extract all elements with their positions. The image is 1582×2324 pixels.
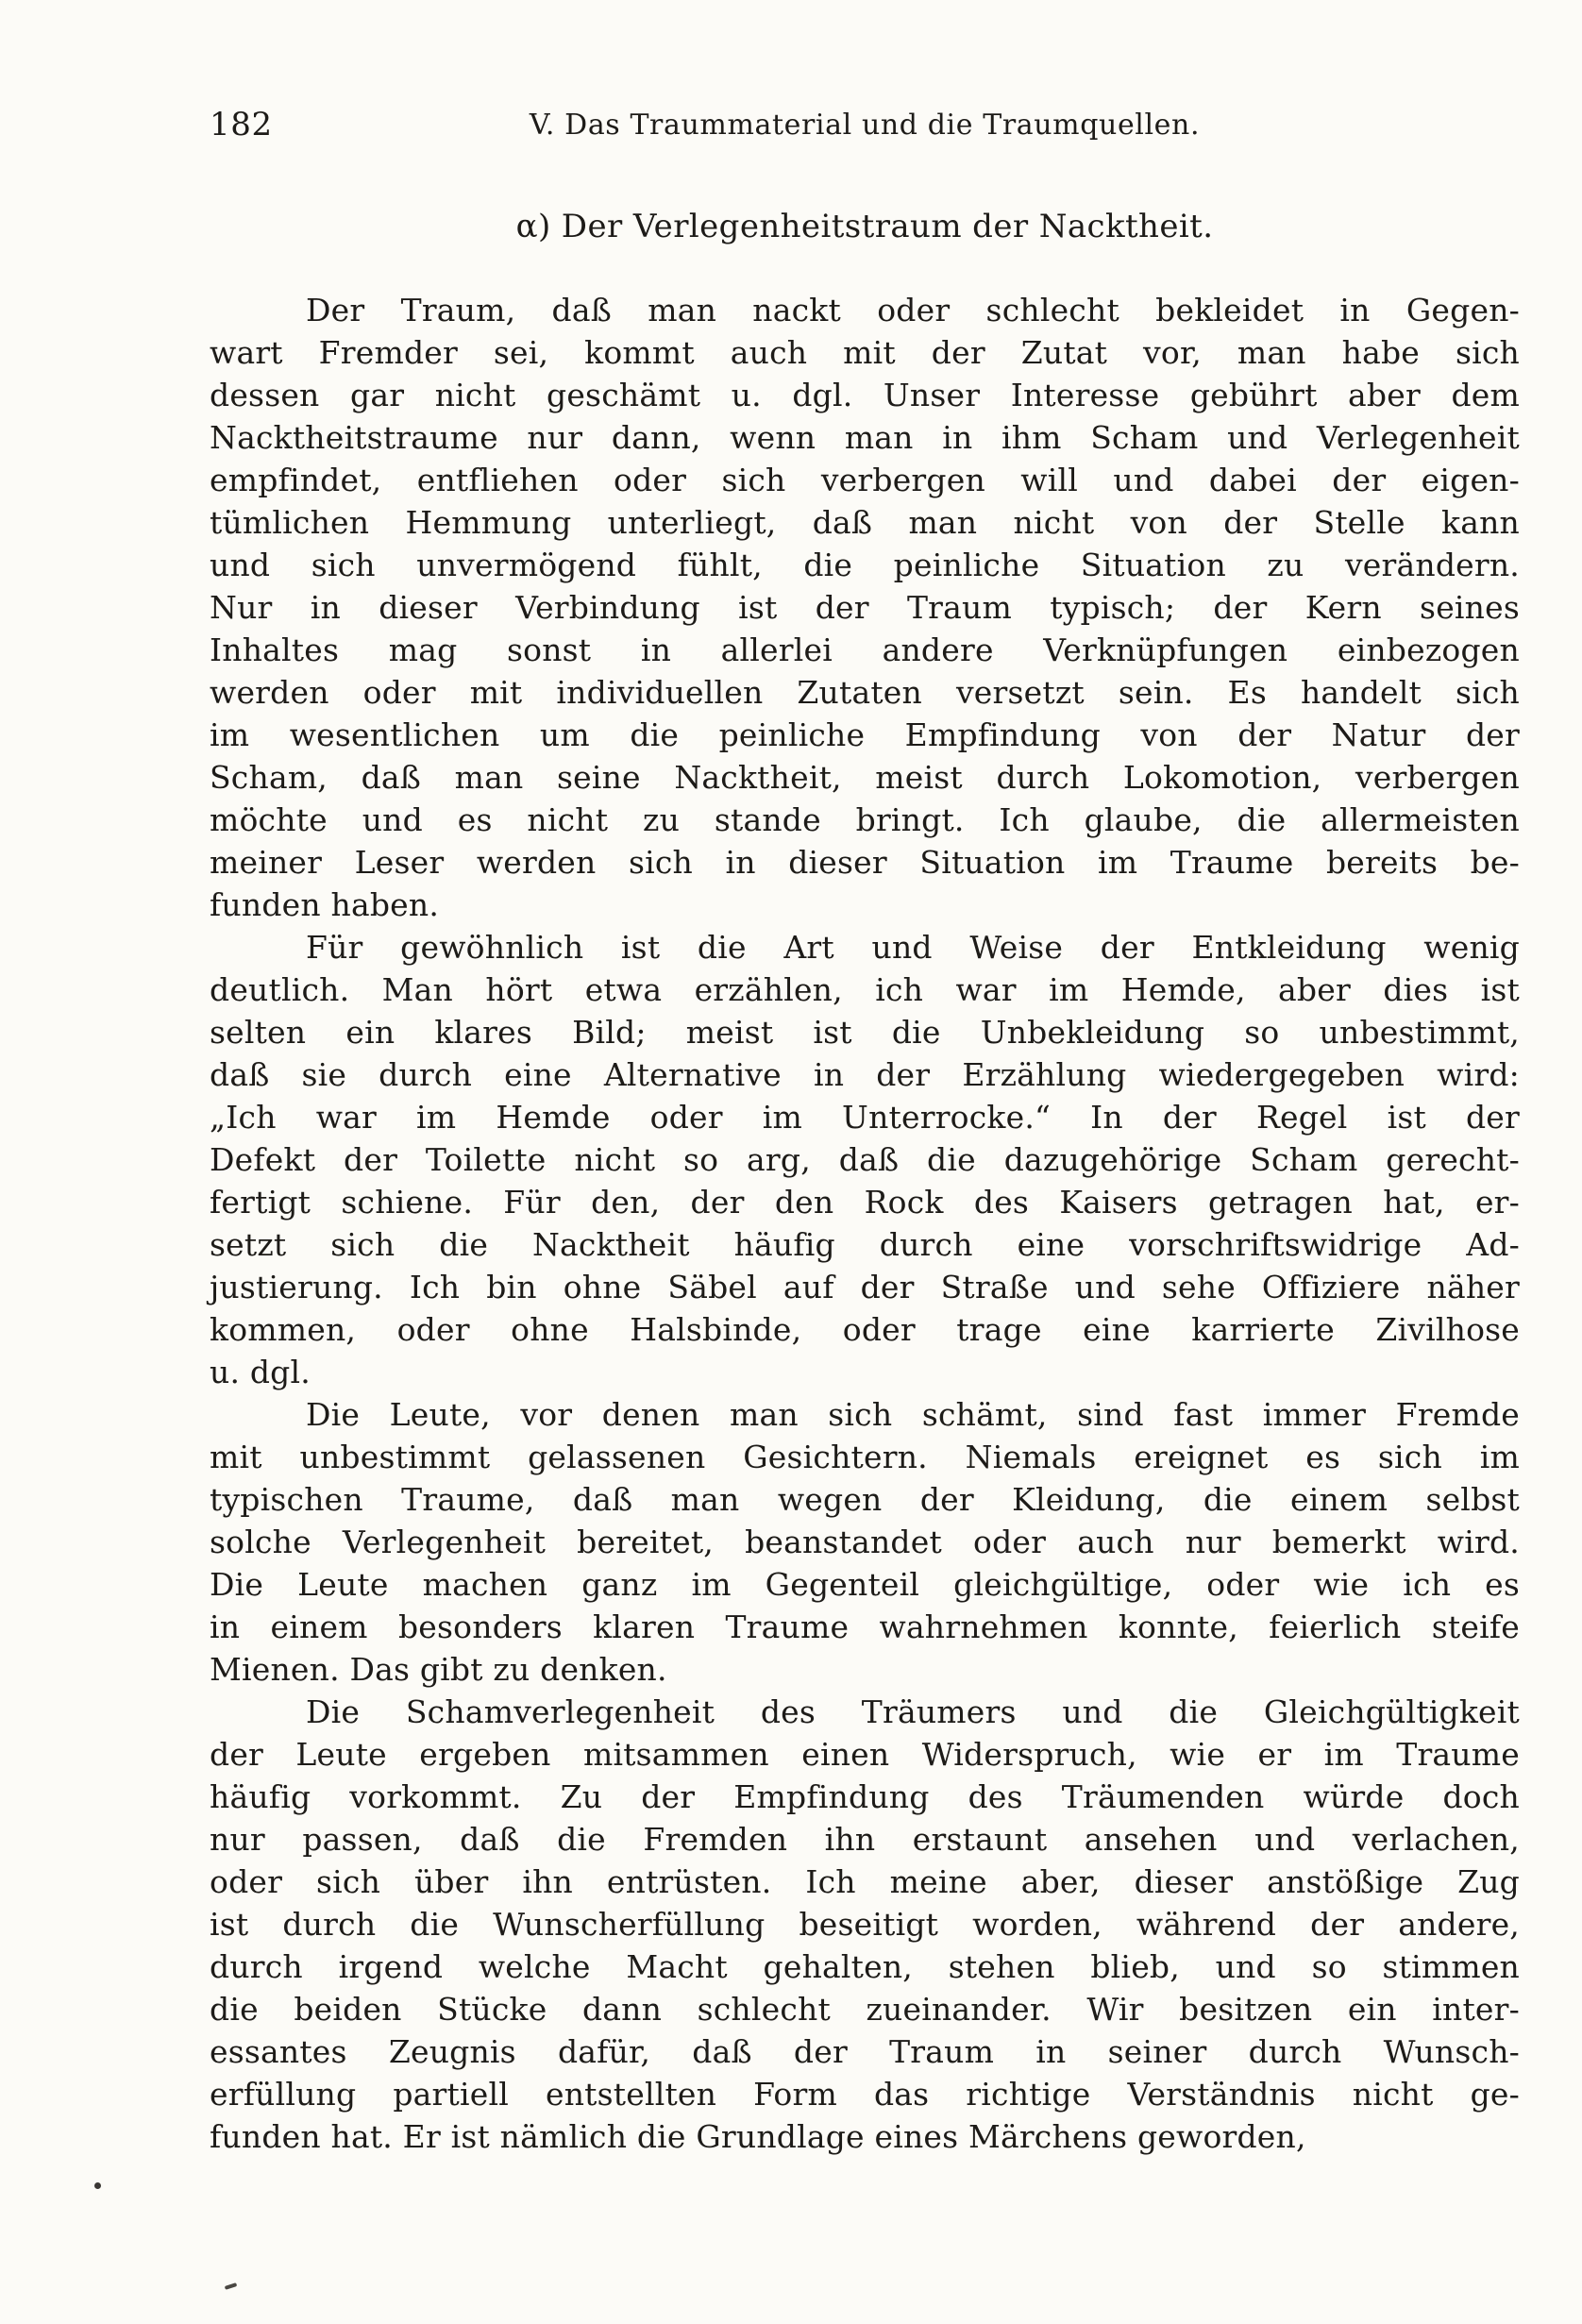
- text-line: ist durch die Wunscherfüllung beseitigt worden, während der andere,: [210, 1906, 1520, 1943]
- page-number: 182: [210, 106, 273, 143]
- text-line: deutlich. Man hört etwa erzählen, ich war im Hemde, aber dies ist: [210, 971, 1520, 1008]
- text-line: wart Fremder sei, kommt auch mit der Zutat vor, man habe sich: [210, 334, 1520, 371]
- text-line: Die Leute machen ganz im Gegenteil gleichgültige, oder wie ich es: [210, 1566, 1520, 1603]
- text-line: häufig vorkommt. Zu der Empfindung des Träumenden würde doch: [210, 1778, 1520, 1815]
- text-line: Nur in dieser Verbindung ist der Traum typisch; der Kern seines: [210, 589, 1520, 626]
- page-header: [210, 106, 1520, 149]
- text-line: Mienen. Das gibt zu denken.: [210, 1651, 667, 1688]
- text-line: u. dgl.: [210, 1354, 311, 1390]
- text-block: [210, 106, 1520, 2158]
- text-line: werden oder mit individuellen Zutaten versetzt sein. Es handelt sich: [210, 674, 1520, 711]
- text-line: erfüllung partiell entstellten Form das richtige Verständnis nicht ge-: [210, 2076, 1520, 2113]
- text-line: justierung. Ich bin ohne Säbel auf der Straße und sehe Offiziere näher: [210, 1269, 1520, 1305]
- text-line: setzt sich die Nacktheit häufig durch eine vorschriftswidrige Ad-: [210, 1226, 1520, 1263]
- running-title: V. Das Traummaterial und die Traumquellen.: [529, 109, 1201, 142]
- scan-artifact: [225, 2282, 238, 2290]
- section-heading: α) Der Verlegenheitstraum der Nacktheit.: [515, 208, 1214, 245]
- text-line: Für gewöhnlich ist die Art und Weise der Entkleidung wenig: [306, 929, 1520, 966]
- text-line: tümlichen Hemmung unterliegt, daß man nicht von der Stelle kann: [210, 504, 1520, 541]
- text-line: solche Verlegenheit bereitet, beanstandet oder auch nur bemerkt wird.: [210, 1524, 1520, 1560]
- text-line: Scham, daß man seine Nacktheit, meist durch Lokomotion, verbergen: [210, 759, 1520, 796]
- text-line: kommen, oder ohne Halsbinde, oder trage eine karrierte Zivilhose: [210, 1311, 1520, 1348]
- text-line: Die Leute, vor denen man sich schämt, sind fast immer Fremde: [306, 1396, 1520, 1433]
- body-text: [210, 289, 1520, 2158]
- text-line: der Leute ergeben mitsammen einen Widerspruch, wie er im Traume: [210, 1736, 1520, 1773]
- text-line: möchte und es nicht zu stande bringt. Ich glaube, die allermeisten: [210, 801, 1520, 838]
- text-line: die beiden Stücke dann schlecht zueinander. Wir besitzen ein inter-: [210, 1991, 1520, 2028]
- text-line: dessen gar nicht geschämt u. dgl. Unser Interesse gebührt aber dem: [210, 377, 1520, 413]
- text-line: Nacktheitstraume nur dann, wenn man in ihm Scham und Verlegenheit: [210, 419, 1520, 456]
- text-line: funden hat. Er ist nämlich die Grundlage eines Märchens geworden,: [210, 2118, 1306, 2155]
- text-line: und sich unvermögend fühlt, die peinliche Situation zu verändern.: [210, 547, 1520, 583]
- text-line: selten ein klares Bild; meist ist die Unbekleidung so unbestimmt,: [210, 1014, 1520, 1051]
- text-line: Defekt der Toilette nicht so arg, daß die dazugehörige Scham gerecht-: [210, 1141, 1520, 1178]
- text-line: in einem besonders klaren Traume wahrnehmen konnte, feierlich steife: [210, 1608, 1520, 1645]
- text-line: essantes Zeugnis dafür, daß der Traum in seiner durch Wunsch-: [210, 2033, 1520, 2070]
- text-line: mit unbestimmt gelassenen Gesichtern. Niemals ereignet es sich im: [210, 1439, 1520, 1475]
- text-line: daß sie durch eine Alternative in der Erzählung wiedergegeben wird:: [210, 1056, 1520, 1093]
- text-line: durch irgend welche Macht gehalten, stehen blieb, und so stimmen: [210, 1948, 1520, 1985]
- text-line: funden haben.: [210, 886, 440, 923]
- text-line: „Ich war im Hemde oder im Unterrocke.“ In der Regel ist der: [210, 1099, 1520, 1136]
- text-line: empfindet, entfliehen oder sich verbergen will und dabei der eigen-: [210, 462, 1520, 498]
- text-line: nur passen, daß die Fremden ihn erstaunt ansehen und verlachen,: [210, 1821, 1520, 1858]
- text-line: meiner Leser werden sich in dieser Situation im Traume bereits be-: [210, 844, 1520, 881]
- scan-artifact: [94, 2182, 101, 2189]
- text-line: Die Schamverlegenheit des Träumers und die Gleichgültigkeit: [306, 1693, 1520, 1730]
- text-line: fertigt schiene. Für den, der den Rock des Kaisers getragen hat, er-: [210, 1184, 1520, 1221]
- text-line: im wesentlichen um die peinliche Empfindung von der Natur der: [210, 716, 1520, 753]
- text-line: Der Traum, daß man nackt oder schlecht bekleidet in Gegen-: [306, 292, 1520, 328]
- text-line: oder sich über ihn entrüsten. Ich meine aber, dieser anstößige Zug: [210, 1863, 1520, 1900]
- text-line: typischen Traume, daß man wegen der Kleidung, die einem selbst: [210, 1481, 1520, 1518]
- text-line: Inhaltes mag sonst in allerlei andere Verknüpfungen einbezogen: [210, 632, 1520, 668]
